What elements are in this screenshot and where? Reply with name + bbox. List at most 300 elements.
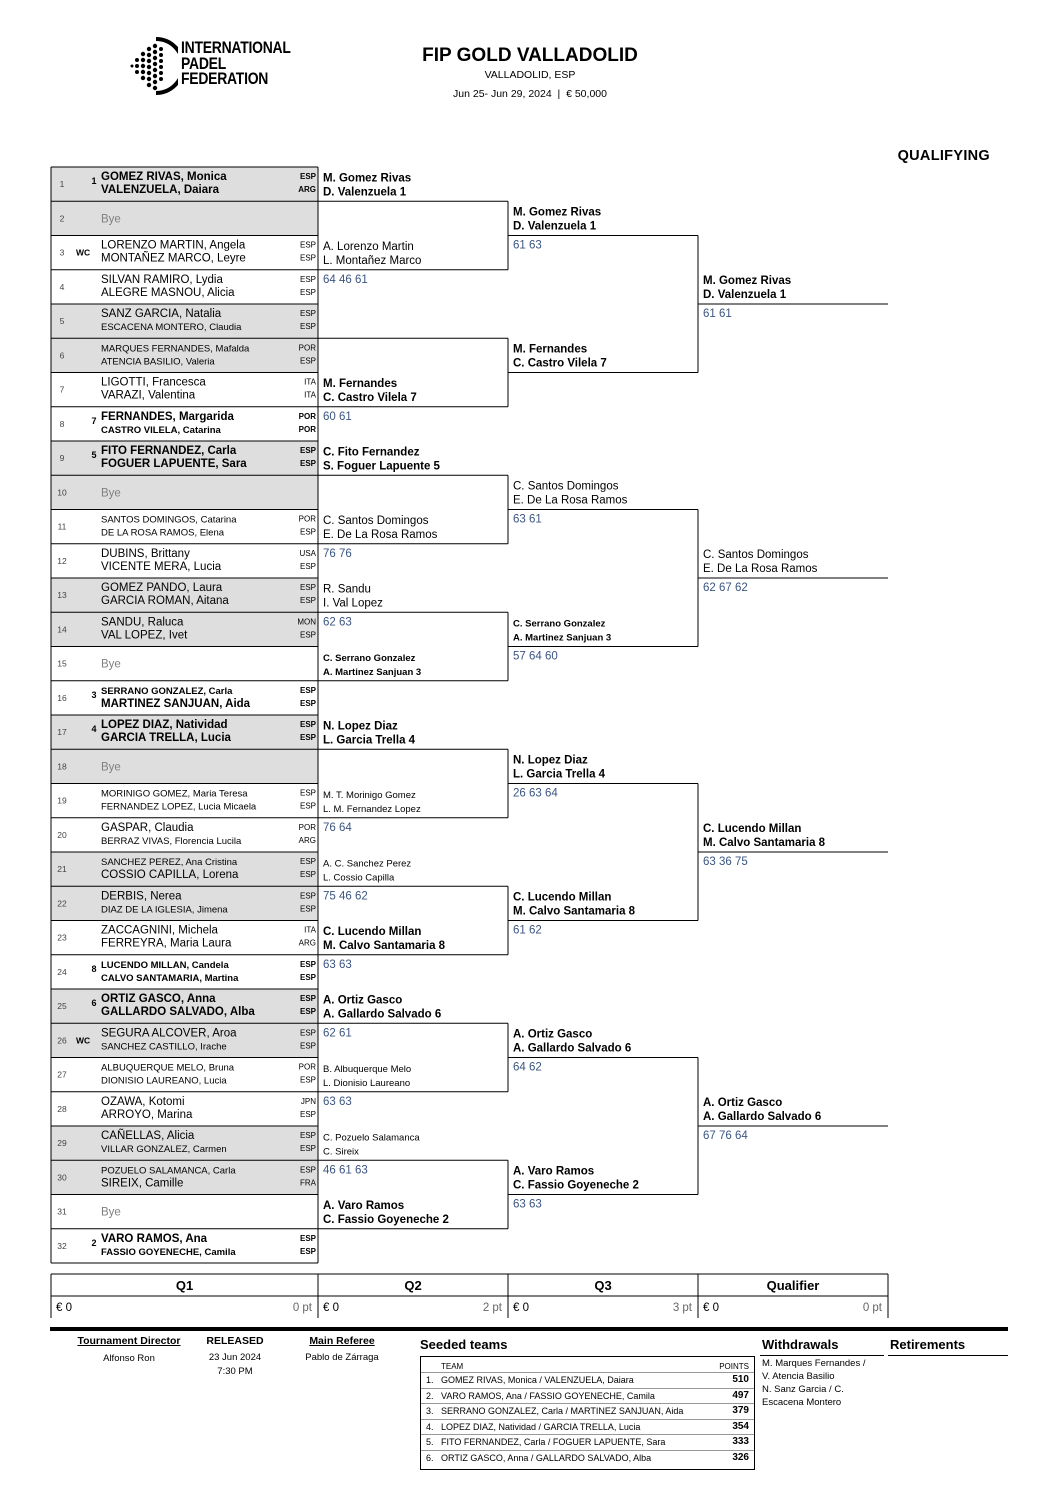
seeded-rank: 5.: [426, 1437, 434, 1447]
player-name: SANTOS DOMINGOS, Catarina: [101, 514, 237, 526]
team-player-1: C. Serrano Gonzalez: [513, 618, 606, 630]
country-code: ESP: [299, 356, 316, 366]
country-code: ESP: [299, 857, 316, 866]
team-player-1: C. Santos Domingos: [703, 549, 809, 561]
match-score: 62 63: [323, 616, 352, 629]
round-points: 0 pt: [292, 1302, 312, 1314]
bye-label: Bye: [101, 213, 121, 226]
team-player-2: L. Garcia Trella 4: [513, 768, 606, 781]
player-name: DERBIS, Nerea: [101, 890, 182, 903]
wildcard-badge: WC: [76, 247, 91, 258]
player-name: CAÑELLAS, Alicia: [101, 1130, 195, 1142]
seeded-team-name: LOPEZ DIAZ, Natividad / GARCIA TRELLA, Lucia: [441, 1421, 641, 1432]
seed-number: 3: [91, 689, 97, 700]
team-player-2: E. De La Rosa Ramos: [703, 563, 818, 575]
player-name: VARAZI, Valentina: [101, 389, 196, 402]
released-label: RELEASED: [206, 1335, 264, 1347]
seeded-team-row: [421, 1450, 754, 1466]
seeded-rank: 1.: [426, 1375, 434, 1385]
team-seed: 6: [811, 1111, 822, 1123]
round-prize: € 0: [56, 1302, 72, 1314]
draw-position-number: 6: [59, 350, 65, 361]
bye-label: Bye: [101, 487, 121, 500]
seeded-points: 510: [732, 1374, 749, 1385]
bye-label: Bye: [101, 761, 121, 774]
team-player-2: C. Castro Vilela 7: [323, 391, 417, 404]
player-name: MORINIGO GOMEZ, Maria Teresa: [101, 788, 248, 800]
country-code: ARG: [298, 185, 316, 194]
referee-label: Main Referee: [309, 1335, 375, 1347]
retirements-label: Retirements: [890, 1337, 966, 1352]
seeded-team-header: TEAM: [441, 1362, 464, 1371]
match-score: 57 64 60: [513, 650, 558, 663]
player-name: FERNANDEZ LOPEZ, Lucia Micaela: [101, 801, 257, 813]
team-player-2: I. Val Lopez: [323, 597, 383, 610]
player-name: SILVAN RAMIRO, Lydia: [101, 273, 223, 286]
team-player-2: A. Martinez Sanjuan 3: [323, 666, 422, 678]
draw-position-number: 4: [59, 281, 65, 292]
team-player-1: C. Pozuelo Salamanca: [323, 1132, 420, 1144]
player-name: SERRANO GONZALEZ, Carla: [101, 685, 233, 697]
country-code: ESP: [299, 596, 316, 605]
team-seed: 3: [603, 632, 612, 644]
player-name: SANZ GARCIA, Natalia: [101, 308, 222, 320]
team-seed: 6: [431, 1008, 442, 1021]
withdrawal-line: N. Sanz Garcia / C.: [762, 1384, 844, 1395]
seeded-points: 497: [732, 1389, 749, 1401]
team-player-2: L. Garcia Trella 4: [323, 734, 416, 747]
team-player-1: N. Lopez Diaz: [513, 754, 588, 767]
match-score: 26 63 64: [513, 787, 558, 800]
player-name: SANDU, Raluca: [101, 616, 184, 629]
match-score: 46 61 63: [323, 1164, 368, 1177]
seeded-points: 379: [732, 1405, 749, 1416]
player-name: GALLARDO SALVADO, Alba: [101, 1006, 255, 1018]
player-name: VARO RAMOS, Ana: [101, 1232, 208, 1245]
team-player-2: S. Foguer Lapuente 5: [323, 460, 440, 473]
seeded-team-row: [421, 1403, 754, 1419]
draw-position-number: 15: [57, 658, 67, 669]
player-name: CALVO SANTAMARIA, Martina: [101, 972, 239, 984]
country-code: ESP: [299, 788, 316, 798]
player-name: SANCHEZ CASTILLO, Irache: [101, 1041, 227, 1053]
country-code: ESP: [299, 287, 316, 297]
seed-number: 7: [91, 415, 97, 426]
player-name: FOGUER LAPUENTE, Sara: [101, 458, 247, 470]
team-player-2: E. De La Rosa Ramos: [323, 528, 438, 541]
player-name: ESCACENA MONTERO, Claudia: [101, 322, 242, 333]
seeded-team-name: GOMEZ RIVAS, Monica / VALENZUELA, Daiara: [441, 1375, 634, 1385]
match-score: 61 62: [513, 924, 542, 937]
country-code: FRA: [300, 1178, 316, 1188]
country-code: ITA: [304, 925, 316, 935]
seed-number: 1: [91, 176, 97, 186]
footer-rule: [50, 1327, 1008, 1331]
team-player-1: C. Lucendo Millan: [323, 925, 422, 938]
tournament-title: FIP GOLD VALLADOLID: [422, 45, 638, 66]
country-code: ESP: [299, 698, 316, 708]
draw-position-number: 7: [59, 384, 65, 395]
country-code: POR: [298, 424, 316, 434]
match-score: 60 61: [323, 410, 352, 423]
player-name: VALENZUELA, Daiara: [101, 184, 220, 196]
country-code: ESP: [299, 1028, 316, 1038]
director-name: Alfonso Ron: [103, 1353, 155, 1364]
team-player-1: C. Lucendo Millan: [703, 823, 802, 835]
seeded-rank: 2.: [426, 1390, 434, 1401]
team-player-2: L. Montañez Marco: [323, 254, 422, 267]
draw-position-number: 12: [57, 555, 67, 566]
logo-line-3: FEDERATION: [181, 69, 269, 88]
country-code: ESP: [299, 240, 316, 250]
round-label: Q3: [594, 1278, 612, 1293]
team-seed: 2: [439, 1213, 449, 1226]
match-score: 63 61: [513, 513, 542, 526]
draw-position-number: 8: [59, 418, 65, 429]
team-player-1: A. Varo Ramos: [323, 1199, 405, 1212]
draw-position-number: 11: [57, 521, 67, 532]
director-label: Tournament Director: [77, 1335, 181, 1347]
player-name: DIONISIO LAUREANO, Lucia: [101, 1075, 227, 1087]
team-player-1: M. Fernandes: [323, 377, 398, 390]
referee-name: Pablo de Zárraga: [305, 1352, 379, 1363]
team-player-1: C. Serrano Gonzalez: [323, 652, 416, 664]
country-code: ESP: [299, 1165, 316, 1175]
country-code: ITA: [304, 390, 316, 400]
country-code: ESP: [299, 309, 316, 318]
wildcard-badge: WC: [76, 1035, 91, 1046]
team-player-1: A. Varo Ramos: [513, 1165, 595, 1178]
country-code: ESP: [299, 1109, 316, 1119]
seed-number: 2: [91, 1237, 97, 1248]
seeded-rank: 6.: [426, 1452, 434, 1463]
team-player-2: M. Calvo Santamaria 8: [323, 939, 446, 952]
player-name: GARCIA ROMAN, Aitana: [101, 595, 229, 607]
team-player-1: M. Gomez Rivas: [513, 206, 602, 219]
player-name: GOMEZ RIVAS, Monica: [101, 171, 227, 183]
team-seed: 3: [413, 666, 422, 678]
match-score: 75 46 62: [323, 890, 368, 903]
draw-position-number: 18: [57, 761, 67, 772]
seeded-team-row: [421, 1372, 754, 1388]
team-seed: 5: [430, 460, 440, 473]
team-seed: 7: [407, 391, 417, 404]
bye-label: Bye: [101, 1206, 121, 1219]
player-name: CASTRO VILELA, Catarina: [101, 424, 221, 436]
country-code: POR: [298, 822, 316, 832]
team-player-1: C. Santos Domingos: [323, 514, 429, 527]
draw-position-number: 32: [57, 1240, 67, 1251]
logo-line-2: PADEL: [181, 53, 226, 73]
player-name: FERNANDES, Margarida: [101, 410, 234, 423]
player-name: OZAWA, Kotomi: [101, 1095, 185, 1108]
match-score: 61 63: [513, 239, 542, 252]
seeded-team-name: ORTIZ GASCO, Anna / GALLARDO SALVADO, Alba: [441, 1452, 652, 1463]
country-code: POR: [298, 514, 316, 524]
withdrawal-line: M. Marques Fernandes /: [762, 1358, 866, 1369]
draw-position-number: 22: [57, 898, 67, 909]
team-player-1: M. T. Morinigo Gomez: [323, 789, 416, 801]
team-player-1: C. Santos Domingos: [513, 480, 619, 493]
match-score: 76 76: [323, 547, 352, 560]
player-name: GASPAR, Claudia: [101, 821, 194, 834]
round-prize: € 0: [323, 1302, 339, 1314]
player-name: VILLAR GONZALEZ, Carmen: [101, 1144, 227, 1155]
draw-position-number: 25: [57, 1001, 67, 1011]
q1-row-shade: [51, 749, 318, 783]
draw-position-number: 10: [57, 487, 67, 498]
seeded-team-name: VARO RAMOS, Ana / FASSIO GOYENECHE, Camila: [441, 1390, 655, 1401]
draw-section-title: QUALIFYING: [897, 148, 990, 164]
match-score: 62 67 62: [703, 582, 748, 594]
team-player-2: M. Calvo Santamaria 8: [703, 837, 826, 849]
team-player-2: E. De La Rosa Ramos: [513, 494, 628, 507]
match-score: 62 61: [323, 1027, 352, 1040]
player-name: MARTINEZ SANJUAN, Aida: [101, 697, 251, 710]
player-name: LOPEZ DIAZ, Natividad: [101, 719, 228, 731]
team-player-1: M. Fernandes: [513, 343, 588, 356]
seeded-team-name: FITO FERNANDEZ, Carla / FOGUER LAPUENTE, Sara: [441, 1437, 666, 1447]
withdrawals-rule: [760, 1355, 884, 1356]
q1-row-shade: [51, 475, 318, 509]
draw-position-number: 1: [59, 179, 65, 189]
player-name: SANCHEZ PEREZ, Ana Cristina: [101, 857, 238, 868]
seeded-team-row: [421, 1434, 754, 1450]
country-code: ESP: [299, 891, 316, 901]
player-name: ATENCIA BASILIO, Valeria: [101, 356, 215, 368]
draw-position-number: 28: [57, 1103, 67, 1114]
team-player-1: M. Gomez Rivas: [323, 172, 412, 185]
team-player-1: A. Ortiz Gasco: [703, 1097, 783, 1109]
draw-position-number: 29: [57, 1138, 67, 1148]
tournament-dates-prize: Jun 25- Jun 29, 2024 | € 50,000: [453, 88, 607, 100]
player-name: COSSIO CAPILLA, Lorena: [101, 869, 239, 881]
player-name: POZUELO SALAMANCA, Carla: [101, 1165, 236, 1177]
country-code: ESP: [299, 322, 316, 331]
country-code: ESP: [299, 1075, 316, 1085]
team-player-1: A. Ortiz Gasco: [323, 994, 403, 1007]
match-score: 64 46 61: [323, 273, 368, 286]
country-code: POR: [298, 411, 316, 421]
team-player-1: C. Fito Fernandez: [323, 446, 420, 459]
seeded-rank: 3.: [426, 1406, 434, 1416]
round-label: Qualifier: [766, 1278, 820, 1293]
country-code: ESP: [299, 1144, 316, 1153]
country-code: ESP: [299, 1233, 316, 1243]
country-code: ESP: [299, 459, 316, 468]
seeded-points-header: POINTS: [719, 1362, 749, 1371]
tournament-location: VALLADOLID, ESP: [484, 69, 576, 81]
draw-position-number: 30: [57, 1172, 67, 1183]
round-points: 3 pt: [672, 1302, 692, 1314]
seed-number: 8: [91, 963, 97, 974]
seeded-teams-label: Seeded teams: [420, 1337, 508, 1352]
seeded-team-row: [421, 1419, 754, 1435]
team-player-1: B. Albuquerque Melo: [323, 1063, 412, 1075]
country-code: ESP: [299, 274, 316, 284]
country-code: ARG: [298, 938, 316, 948]
team-player-2: A. Gallardo Salvado 6: [703, 1111, 822, 1123]
team-player-2: C. Castro Vilela 7: [513, 357, 607, 370]
player-name: ALBUQUERQUE MELO, Bruna: [101, 1062, 235, 1074]
withdrawal-line: Escacena Montero: [762, 1397, 842, 1408]
player-name: DIAZ DE LA IGLESIA, Jimena: [101, 904, 228, 916]
country-code: ESP: [299, 685, 316, 695]
draw-position-number: 27: [57, 1069, 67, 1080]
team-player-2: D. Valenzuela 1: [703, 289, 787, 301]
team-seed: 8: [625, 905, 636, 918]
draw-position-number: 31: [57, 1206, 67, 1217]
player-name: ORTIZ GASCO, Anna: [101, 993, 216, 1005]
bye-label: Bye: [101, 658, 121, 671]
team-seed: 7: [597, 357, 607, 370]
match-score: 61 61: [703, 308, 732, 320]
match-score: 76 64: [323, 821, 352, 834]
draw-position-number: 21: [57, 864, 67, 874]
team-seed: 2: [629, 1179, 639, 1192]
match-score: 67 76 64: [703, 1130, 748, 1142]
team-seed: 1: [396, 186, 407, 199]
country-code: ESP: [299, 801, 316, 811]
country-code: ESP: [299, 972, 316, 982]
country-code: ESP: [299, 870, 316, 879]
country-code: ITA: [304, 377, 316, 387]
country-code: ESP: [299, 583, 316, 592]
player-name: LIGOTTI, Francesca: [101, 376, 206, 389]
player-name: LORENZO MARTIN, Angela: [101, 239, 246, 252]
draw-position-number: 9: [59, 453, 65, 463]
team-player-2: M. Calvo Santamaria 8: [513, 905, 636, 918]
team-player-2: L. M. Fernandez Lopez: [323, 803, 421, 815]
team-player-2: A. Gallardo Salvado 6: [323, 1008, 442, 1021]
draw-position-number: 24: [57, 966, 67, 977]
player-name: DUBINS, Brittany: [101, 547, 190, 560]
player-name: SIREIX, Camille: [101, 1177, 184, 1190]
country-code: ESP: [299, 630, 316, 640]
draw-position-number: 20: [57, 829, 67, 840]
draw-position-number: 14: [57, 624, 67, 635]
seeded-team-name: SERRANO GONZALEZ, Carla / MARTINEZ SANJUAN, Aida: [441, 1406, 684, 1416]
player-name: FITO FERNANDEZ, Carla: [101, 445, 237, 457]
draw-position-number: 19: [57, 795, 67, 806]
team-seed: 8: [435, 939, 446, 952]
country-code: ESP: [299, 561, 316, 571]
seed-number: 5: [91, 450, 97, 460]
draw-position-number: 3: [59, 247, 65, 258]
round-prize: € 0: [513, 1302, 529, 1314]
logo-line-1: INTERNATIONAL: [181, 38, 291, 57]
team-player-2: C. Fassio Goyeneche 2: [323, 1213, 449, 1226]
player-name: ZACCAGNINI, Michela: [101, 924, 218, 937]
country-code: POR: [298, 1062, 316, 1072]
country-code: ESP: [299, 959, 316, 969]
team-player-1: A. C. Sanchez Perez: [323, 858, 412, 870]
match-score: 63 63: [323, 1095, 352, 1108]
country-code: ESP: [299, 172, 316, 181]
round-prize: € 0: [703, 1302, 719, 1314]
team-seed: 1: [776, 289, 787, 301]
player-name: VICENTE MERA, Lucia: [101, 560, 222, 573]
team-player-1: M. Gomez Rivas: [703, 275, 792, 287]
team-player-2: L. Cossio Capilla: [323, 872, 395, 884]
draw-position-number: 17: [57, 727, 67, 737]
draw-position-number: 26: [57, 1035, 67, 1046]
round-label: Q1: [175, 1278, 194, 1293]
round-points: 0 pt: [862, 1302, 882, 1314]
seed-number: 6: [91, 998, 97, 1008]
match-score: 63 36 75: [703, 856, 748, 868]
team-player-2: L. Dionisio Laureano: [323, 1077, 411, 1089]
country-code: ESP: [299, 720, 316, 729]
player-name: ALEGRE MASNOU, Alicia: [101, 286, 235, 299]
country-code: ESP: [299, 994, 316, 1003]
team-seed: 6: [621, 1042, 632, 1055]
country-code: ARG: [298, 835, 316, 845]
player-name: MARQUES FERNANDES, Mafalda: [101, 343, 250, 355]
team-player-1: C. Lucendo Millan: [513, 891, 612, 904]
match-score: 64 62: [513, 1061, 542, 1074]
country-code: ESP: [299, 446, 316, 455]
released-time: 7:30 PM: [217, 1366, 253, 1377]
withdrawal-line: V. Atencia Basilio: [762, 1371, 835, 1382]
draw-position-number: 5: [59, 316, 65, 326]
country-code: ESP: [299, 527, 316, 537]
player-name: DE LA ROSA RAMOS, Elena: [101, 527, 225, 539]
player-name: MONTAÑEZ MARCO, Leyre: [101, 252, 246, 265]
team-player-1: N. Lopez Diaz: [323, 720, 398, 733]
team-player-2: A. Gallardo Salvado 6: [513, 1042, 632, 1055]
player-name: FERREYRA, Maria Laura: [101, 937, 232, 950]
withdrawals-label: Withdrawals: [762, 1337, 839, 1352]
retirements-rule: [888, 1355, 1008, 1356]
country-code: ESP: [299, 253, 316, 263]
seeded-points: 333: [732, 1436, 749, 1447]
team-player-2: D. Valenzuela 1: [513, 220, 597, 233]
draw-position-number: 2: [59, 213, 65, 224]
player-name: GOMEZ PANDO, Laura: [101, 582, 223, 594]
country-code: ESP: [299, 904, 316, 914]
draw-position-number: 13: [57, 590, 67, 600]
player-name: ARROYO, Marina: [101, 1108, 193, 1121]
country-code: USA: [299, 548, 316, 558]
seeded-teams-table: [420, 1356, 755, 1470]
country-code: ESP: [299, 1041, 316, 1051]
country-code: POR: [298, 343, 316, 353]
player-name: VAL LOPEZ, Ivet: [101, 629, 188, 642]
seeded-points: 326: [732, 1451, 749, 1463]
country-code: MON: [297, 617, 316, 627]
player-name: BERRAZ VIVAS, Florencia Lucila: [101, 835, 242, 847]
team-player-1: A. Ortiz Gasco: [513, 1028, 593, 1041]
player-name: LUCENDO MILLAN, Candela: [101, 959, 229, 971]
draw-position-number: 16: [57, 692, 67, 703]
team-player-1: R. Sandu: [323, 583, 371, 596]
team-player-2: C. Fassio Goyeneche 2: [513, 1179, 639, 1192]
team-player-2: D. Valenzuela 1: [323, 186, 407, 199]
player-name: FASSIO GOYENECHE, Camila: [101, 1246, 236, 1258]
team-seed: 8: [815, 837, 826, 849]
player-name: GARCIA TRELLA, Lucia: [101, 732, 231, 744]
team-player-1: A. Lorenzo Martin: [323, 240, 414, 253]
country-code: JPN: [300, 1096, 316, 1106]
team-seed: 4: [405, 734, 416, 747]
team-seed: 4: [595, 768, 606, 781]
match-score: 63 63: [513, 1198, 542, 1211]
q1-row-shade: [51, 201, 318, 235]
team-seed: 1: [586, 220, 597, 233]
match-score: 63 63: [323, 958, 352, 971]
withdrawals-list: [762, 1357, 886, 1409]
